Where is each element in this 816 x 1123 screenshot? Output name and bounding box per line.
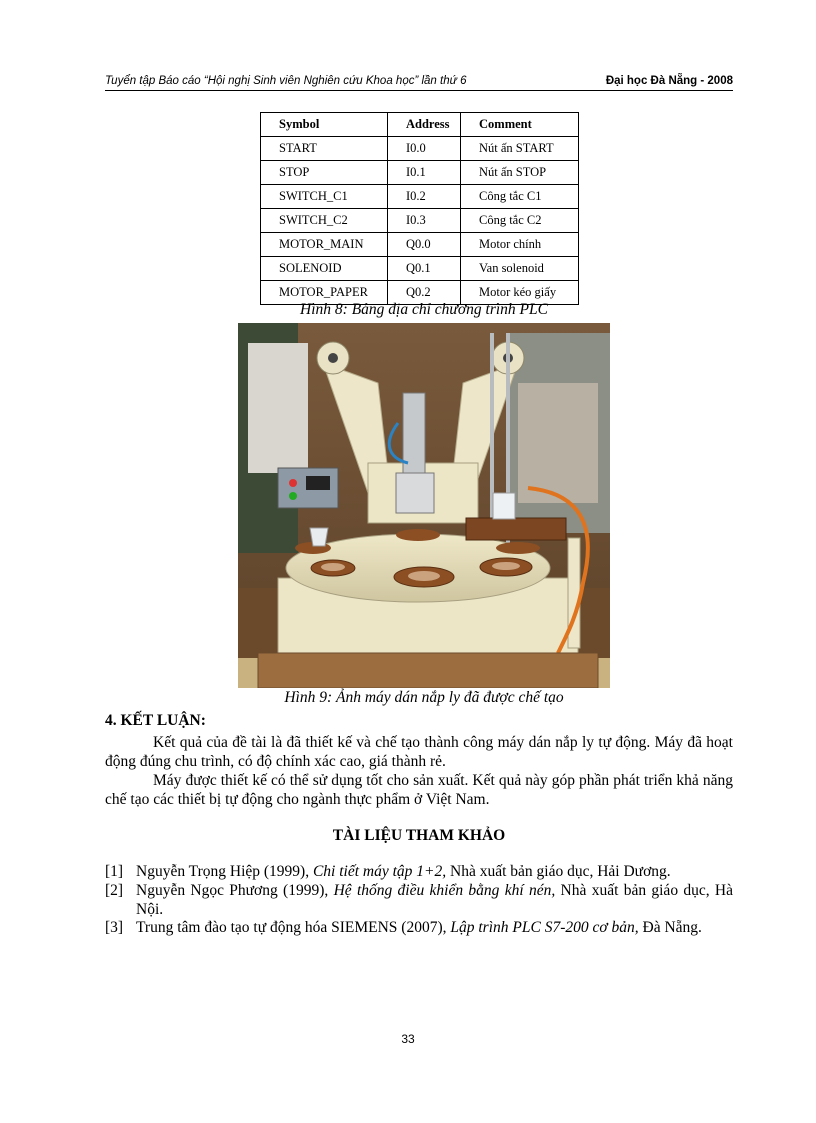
table-cell: SOLENOID <box>261 257 388 281</box>
reference-item <box>105 881 733 919</box>
reference-title: Chi tiết máy tập 1+2, <box>312 863 447 880</box>
reference-authors: Trung tâm đào tạo tự động hóa SIEMENS (2007), <box>136 919 451 936</box>
table-cell: Motor kéo giấy <box>461 281 579 305</box>
section-heading: 4. KẾT LUẬN: <box>105 712 206 729</box>
table-row <box>261 161 579 185</box>
table-cell: START <box>261 137 388 161</box>
table-cell: Motor chính <box>461 233 579 257</box>
column-header-symbol: Symbol <box>261 113 388 137</box>
table-row <box>261 233 579 257</box>
reference-authors: Nguyễn Trọng Hiệp (1999), <box>136 863 313 880</box>
plc-address-table <box>260 112 579 305</box>
reference-title: Hệ thống điều khiển bằng khí nén, <box>333 882 556 899</box>
running-header <box>105 73 733 91</box>
column-header-comment: Comment <box>461 113 579 137</box>
table-row <box>261 257 579 281</box>
table-cell: Nút ấn START <box>461 137 579 161</box>
table-header-row <box>261 113 579 137</box>
table-row <box>261 185 579 209</box>
table-cell: Công tắc C1 <box>461 185 579 209</box>
reference-item <box>105 918 733 956</box>
conclusion-paragraph-2: Máy được thiết kế có thể sử dụng tốt cho sản xuất. Kết quả này góp phần phát triển khả năng chế tạo các thiết bị tự động cho ngành thực phẩm ở Việt Nam. <box>105 772 733 808</box>
conclusion-paragraph-1: Kết quả của đề tài là đã thiết kế và chế tạo thành công máy dán nắp ly tự động. Máy đã hoạt động đúng chu trình, có độ chính xác cao, giá thành rẻ. <box>105 734 733 770</box>
reference-title: Lập trình PLC S7-200 cơ bản, <box>450 919 639 936</box>
table-cell: I0.3 <box>388 209 461 233</box>
table-row <box>261 137 579 161</box>
reference-number: [3] <box>105 919 124 936</box>
table-cell: Q0.2 <box>388 281 461 305</box>
column-header-address: Address <box>388 113 461 137</box>
reference-number: [2] <box>105 882 124 899</box>
reference-number: [1] <box>105 863 124 880</box>
page-number: 33 <box>401 1032 415 1046</box>
table-cell: STOP <box>261 161 388 185</box>
table-cell: I0.1 <box>388 161 461 185</box>
table-cell: MOTOR_PAPER <box>261 281 388 305</box>
table-cell: I0.2 <box>388 185 461 209</box>
references-title: TÀI LIỆU THAM KHẢO <box>332 827 506 844</box>
machine-photo <box>238 323 610 688</box>
table-cell: Q0.0 <box>388 233 461 257</box>
table-cell: Nút ấn STOP <box>461 161 579 185</box>
table-cell: SWITCH_C1 <box>261 185 388 209</box>
header-rule <box>105 90 733 91</box>
reference-publisher: Nhà xuất bản giáo dục, Hải Dương. <box>446 863 671 880</box>
header-university: Đại học Đà Nẵng - 2008 <box>605 75 733 87</box>
figure8-caption: Hình 8: Bảng địa chỉ chương trình PLC <box>300 301 548 318</box>
reference-publisher: Nhà xuất bản giáo dục, Hà Nội. <box>136 882 734 918</box>
table-row <box>261 209 579 233</box>
table-cell: SWITCH_C2 <box>261 209 388 233</box>
header-conference-title: Tuyển tập Báo cáo “Hội nghị Sinh viên Nghiên cứu Khoa học” lần thứ 6 <box>105 75 467 87</box>
table-cell: Van solenoid <box>461 257 579 281</box>
reference-item <box>105 862 733 881</box>
figure9-caption: Hình 9: Ảnh máy dán nắp ly đã được chế tạo <box>284 689 564 706</box>
table-cell: Công tắc C2 <box>461 209 579 233</box>
reference-publisher: Đà Nẵng. <box>638 919 702 936</box>
table-cell: I0.0 <box>388 137 461 161</box>
reference-authors: Nguyễn Ngọc Phương (1999), <box>136 882 334 899</box>
table-cell: MOTOR_MAIN <box>261 233 388 257</box>
table-cell: Q0.1 <box>388 257 461 281</box>
